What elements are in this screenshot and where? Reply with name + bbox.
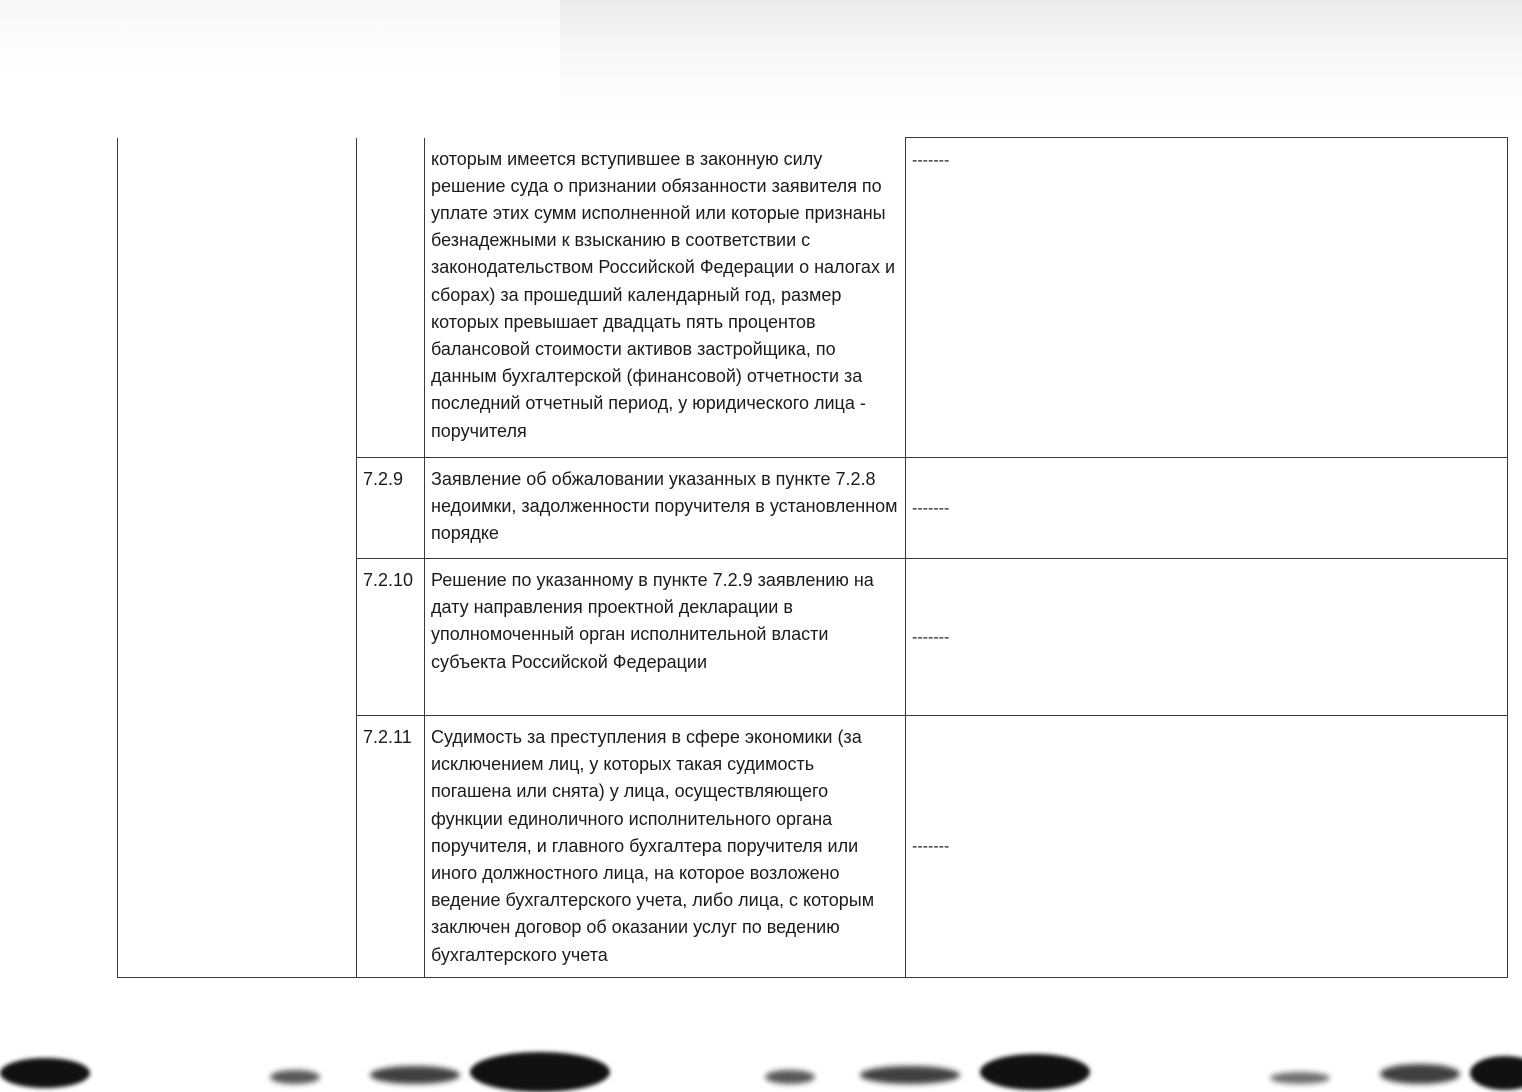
row-value-text: ------- (912, 499, 950, 517)
scan-artifact (270, 1070, 320, 1084)
scan-artifact (470, 1052, 610, 1092)
scan-artifact (370, 1066, 460, 1084)
row-value (906, 138, 1508, 458)
table-row (118, 138, 1508, 458)
scan-artifact (1380, 1064, 1460, 1084)
row-value (906, 559, 1508, 716)
scan-shadow-left (0, 0, 560, 70)
row-value (906, 716, 1508, 978)
scan-artifact (765, 1070, 815, 1084)
row-value-text: ------- (912, 152, 950, 169)
scan-artifact (1470, 1056, 1522, 1090)
scan-shadow-top (560, 0, 1522, 120)
row-text: Заявление об обжаловании указанных в пункте 7.2.8 недоимки, задолженности поручителя в установленном порядке (425, 458, 906, 559)
row-value (906, 458, 1508, 559)
row-number (357, 138, 425, 458)
row-number: 7.2.11 (357, 716, 425, 978)
row-text: которым имеется вступившее в законную силу решение суда о признании обязанности заявителя по уплате этих сумм исполненной или которые признаны безнадежными к взысканию в соответствии с законодательством Российской Федерации о налогах и сборах) за прошедший календарный год, размер которых превышает двадцать пять процентов балансовой стоимости активов застройщика, по данным бухгалтерской (финансовой) отчетности за последний отчетный период, у юридического лица - поручителя (425, 138, 906, 458)
row-text: Решение по указанному в пункте 7.2.9 заявлению на дату направления проектной декларации в уполномоченный орган исполнительной власти субъекта Российской Федерации (425, 559, 906, 716)
scan-artifact (1270, 1072, 1330, 1084)
row-text: Судимость за преступления в сфере экономики (за исключением лиц, у которых такая судимость погашена или снята) у лица, осуществляющего функции единоличного исполнительного органа поручителя, и главного бухгалтера поручителя или иного должностного лица, на которое возложено ведение бухгалтерского учета, либо лица, с которым заключен договор об оказании услуг по ведению бухгалтерского учета (425, 716, 906, 978)
merged-section-cell (118, 138, 357, 978)
scan-artifact (980, 1054, 1090, 1090)
row-value-text: ------- (912, 628, 950, 646)
row-number: 7.2.10 (357, 559, 425, 716)
row-value-text: ------- (912, 838, 950, 856)
requirements-table (117, 137, 1508, 978)
scan-artifact (0, 1058, 90, 1088)
scan-artifact (860, 1066, 960, 1084)
row-number: 7.2.9 (357, 458, 425, 559)
